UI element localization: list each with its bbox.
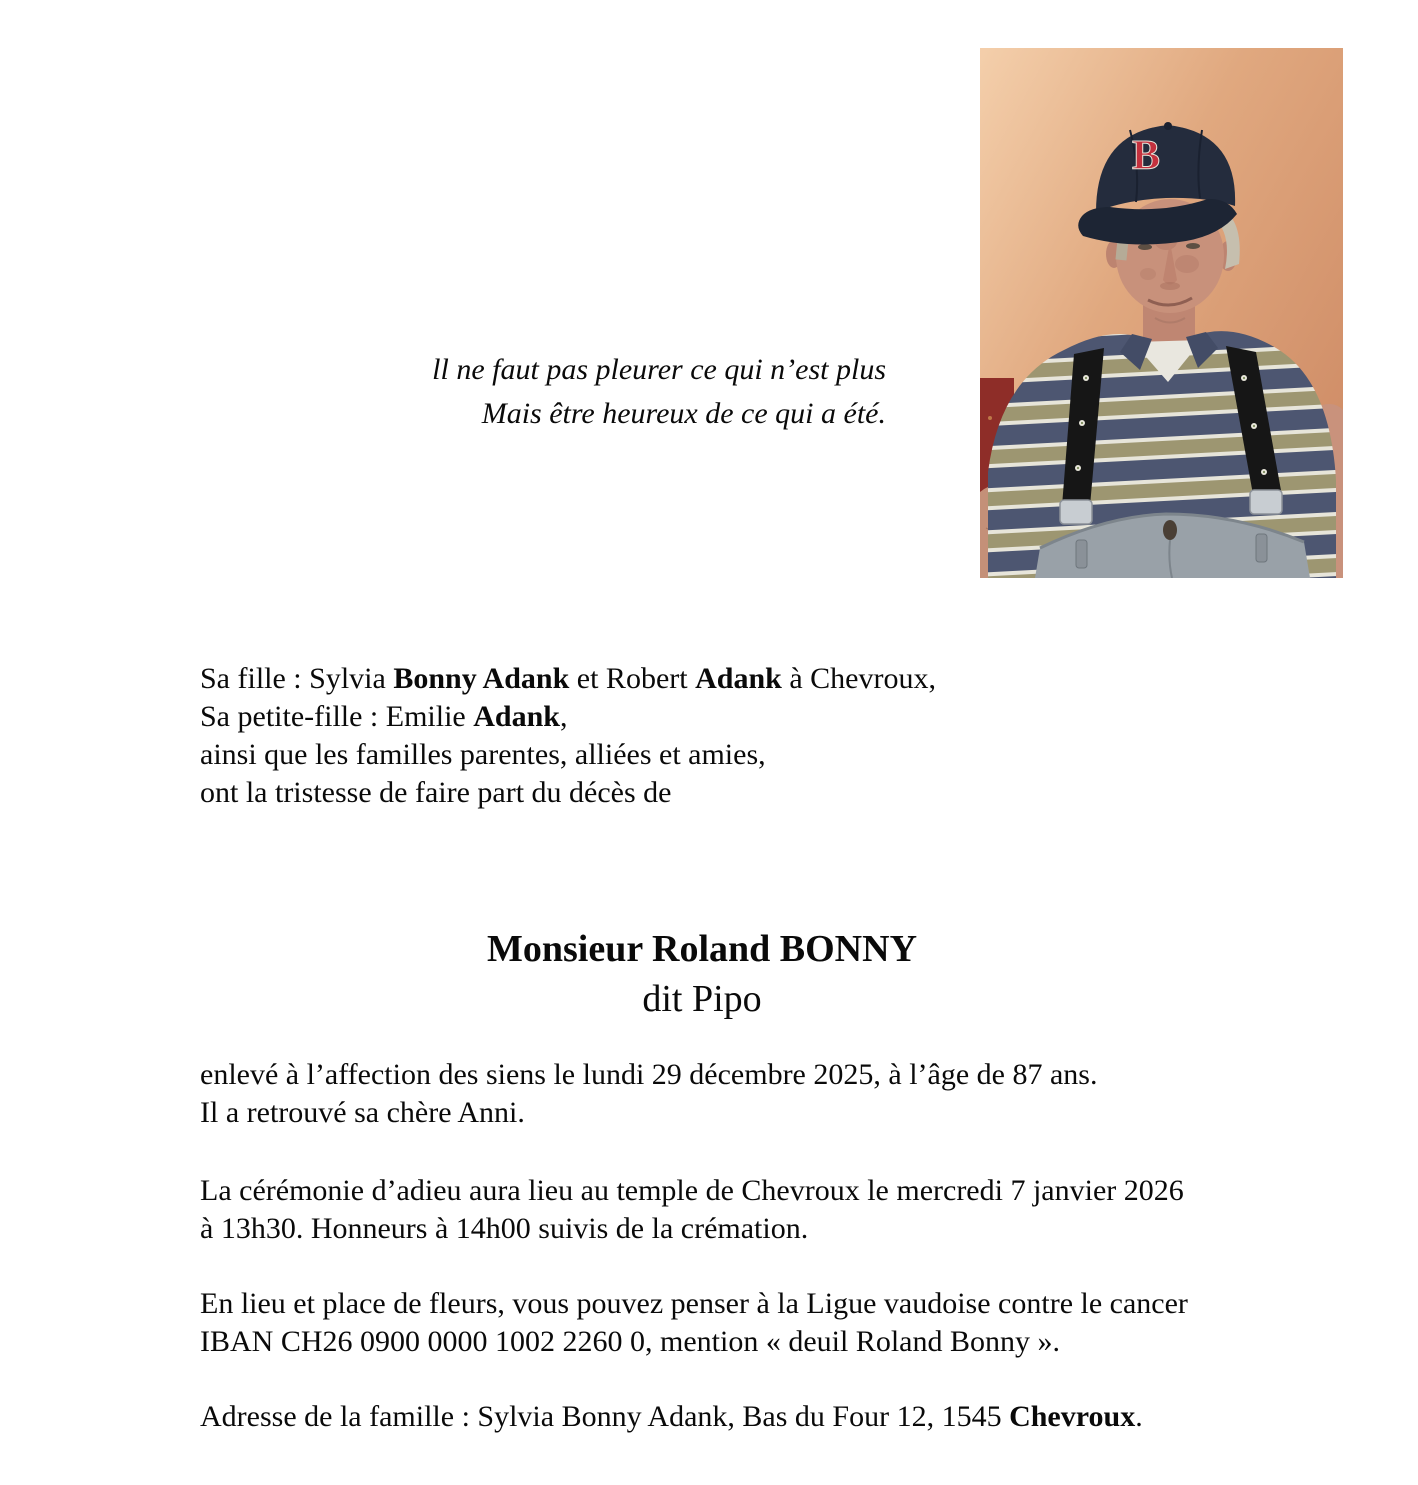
donation-line-1: En lieu et place de fleurs, vous pouvez penser à la Ligue vaudoise contre le cancer — [200, 1287, 1188, 1320]
family-line-1-text: Sa fille : Sylvia — [200, 662, 394, 695]
family-line-1 — [200, 660, 1320, 698]
death-notice-line-2: Il a retrouvé sa chère Anni. — [200, 1096, 525, 1129]
family-line-4: ont la tristesse de faire part du décès de — [200, 776, 672, 809]
quote-line-1: ll ne faut pas pleurer ce qui n’est plus — [432, 353, 886, 386]
portrait-illustration — [980, 48, 1343, 578]
family-name-bold: Adank — [695, 662, 782, 695]
cap-logo-letter: B — [1131, 133, 1161, 179]
quote-line-2: Mais être heureux de ce qui a été. — [481, 397, 886, 430]
donation-paragraph — [200, 1285, 1330, 1361]
epitaph-quote — [280, 348, 886, 436]
family-name-bold: Adank — [473, 700, 560, 733]
family-address-line — [200, 1398, 1330, 1436]
family-name-bold: Bonny Adank — [393, 662, 570, 695]
family-line-1-text: et Robert — [569, 662, 696, 695]
address-text: . — [1135, 1400, 1143, 1433]
family-line-2-text: , — [559, 700, 568, 733]
death-notice-line-1: enlevé à l’affection des siens le lundi 29 décembre 2025, à l’âge de 87 ans. — [200, 1058, 1098, 1091]
address-text: Adresse de la famille : Sylvia Bonny Adank, Bas du Four 12, 1545 — [200, 1400, 1010, 1433]
deceased-name-block — [0, 924, 1404, 1024]
deceased-nickname: dit Pipo — [642, 978, 762, 1020]
family-address-paragraph — [200, 1398, 1330, 1436]
family-announcement — [200, 660, 1320, 812]
ceremony-paragraph — [200, 1172, 1330, 1248]
ceremony-line-2: à 13h30. Honneurs à 14h00 suivis de la crémation. — [200, 1212, 809, 1245]
address-town-bold: Chevroux — [1009, 1400, 1136, 1433]
family-line-2 — [200, 698, 1320, 736]
family-line-2-text: Sa petite-fille : Emilie — [200, 700, 474, 733]
family-line-1-text: à Chevroux, — [781, 662, 936, 695]
ceremony-line-1: La cérémonie d’adieu aura lieu au temple de Chevroux le mercredi 7 janvier 2026 — [200, 1174, 1184, 1207]
family-line-3: ainsi que les familles parentes, alliées et amies, — [200, 738, 766, 771]
portrait-photo — [980, 48, 1343, 578]
deceased-name: Monsieur Roland BONNY — [486, 928, 918, 970]
donation-line-2: IBAN CH26 0900 0000 1002 2260 0, mention « deuil Roland Bonny ». — [200, 1325, 1060, 1358]
death-notice-paragraph — [200, 1056, 1330, 1132]
